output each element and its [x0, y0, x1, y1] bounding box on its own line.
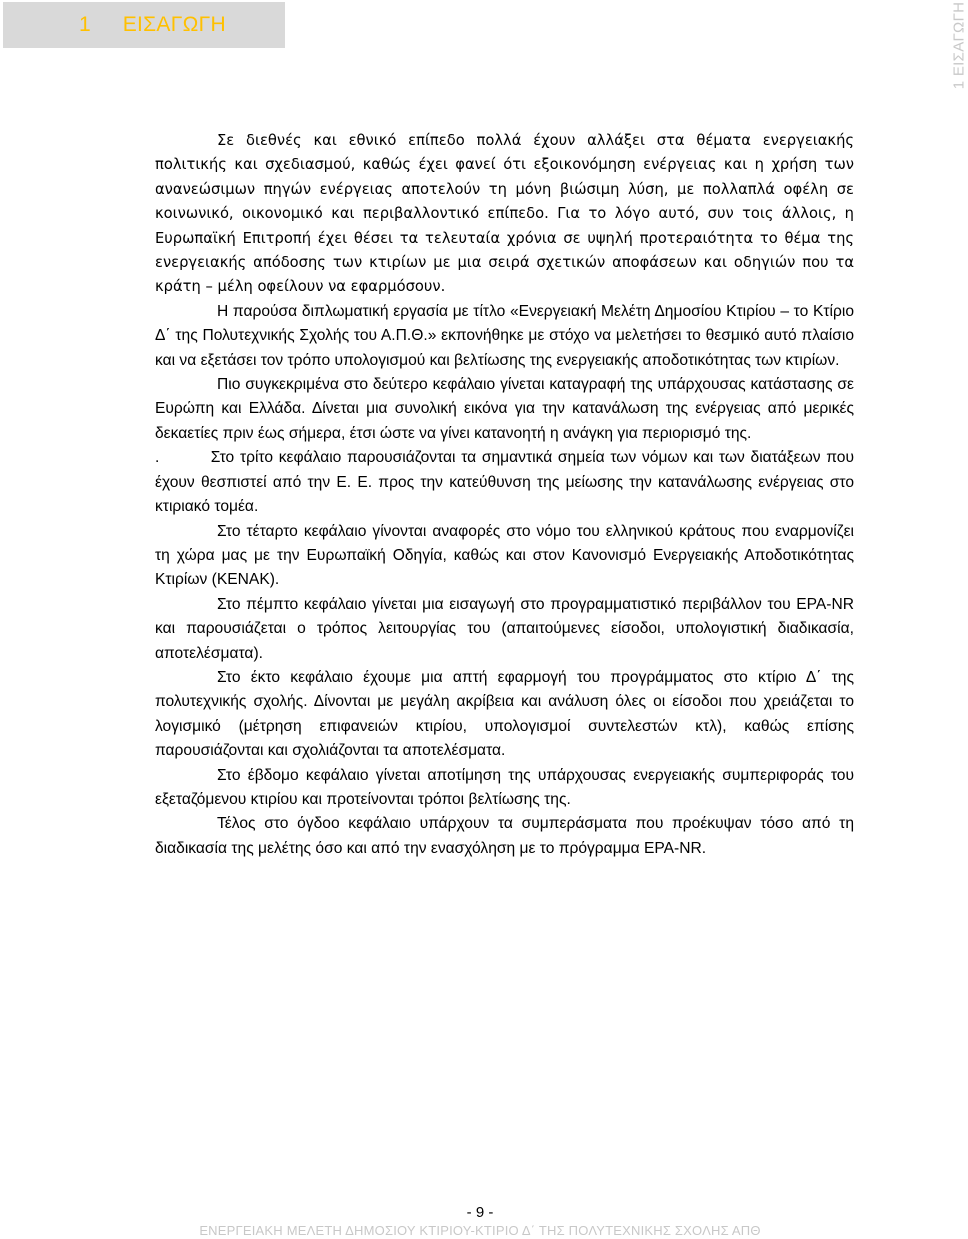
paragraph-5: . Στο τρίτο κεφάλαιο παρουσιάζονται τα σημαντικά σημεία των νόμων και των διατάξεων που έχουν θεσπιστεί από την Ε. Ε. προς την κατεύθυνση της μείωσης την κατανάλωσης ενέργειας στο κτιριακό τομέα. — [155, 449, 859, 516]
paragraph-2-lead: Για το λόγο αυτό, συν τοις άλλοις, η Ευρωπαϊκή Επιτροπή έχει θέσει τα τελευταία χρόνια σε υψηλή προτεραιότητα το θέμα της ενεργειακής απόδοσης των κτιρίων με μια σειρά σχετικών αποφάσεων και οδηγιών που τα κράτη – μέλη οφείλουν να εφαρμόσουν. — [155, 205, 854, 296]
document-body — [155, 129, 859, 861]
paragraph-1: Σε διεθνές και εθνικό επίπεδο πολλά έχουν αλλάξει στα θέματα ενεργειακής πολιτικής και σχεδιασμού, καθώς έχει φανεί ότι εξοικονόμηση ενέργειας και η χρήση των ανανεώσιμων πηγών ενέργειας αποτελούν τη μόνη βιώσιμη λύση, με πολλαπλά οφέλη σε κοινωνικό, οικονομικό και περιβαλλοντικό επίπεδο. Για το λόγο αυτό, συν τοις άλλοις, η Ευρωπαϊκή Επιτροπή έχει θέσει τα τελευταία χρόνια σε υψηλή προτεραιότητα το θέμα της ενεργειακής απόδοσης των κτιρίων με μια σειρά σχετικών αποφάσεων και οδηγιών που τα κράτη – μέλη οφείλουν να εφαρμόσουν. — [155, 132, 854, 296]
paragraph-4: Πιο συγκεκριμένα στο δεύτερο κεφάλαιο γίνεται καταγραφή της υπάρχουσας κατάστασης σε Ευρώπη και Ελλάδα. Δίνεται μια συνολική εικόνα για την κατανάλωση της ενέργειας από μερικές δεκαετίες πριν έως σήμερα, έτσι ώστε να γίνει κατανοητή η ανάγκη για περιορισμό της. — [155, 376, 854, 442]
paragraph-8: Στο έκτο κεφάλαιο έχουμε μια απτή εφαρμογή του προγράμματος στο κτίριο Δ΄ της πολυτεχνικής σχολής. Δίνονται με μεγάλη ακρίβεια και ανάλυση όλες οι είσοδοι που χρειάζεται το λογισμικό (μέτρηση επιφανειών κτιρίου, υπολογισμοί συντελεστών κτλ), καθώς επίσης παρουσιάζονται και σχολιάζονται τα αποτελέσματα. — [155, 668, 854, 760]
paragraph-6: Στο τέταρτο κεφάλαιο γίνονται αναφορές στο νόμο του ελληνικού κράτους που εναρμονίζει τη χώρα μας με την Ευρωπαϊκή Οδηγία, καθώς και στον Κανονισμό Ενεργειακής Αποδοτικότητας Κτιρίων (ΚΕΝΑΚ). — [155, 522, 854, 589]
page-number: - 9 - — [466, 1204, 494, 1221]
chapter-number: 1 — [79, 13, 91, 36]
paragraph-7: Στο πέμπτο κεφάλαιο γίνεται μια εισαγωγή στο προγραμματιστικό περιβάλλον του EPA-NR και παρουσιάζεται ο τρόπος λειτουργίας του (απαιτούμενες είσοδοι, υπολογιστική διαδικασία, αποτελέσματα). — [155, 595, 854, 662]
paragraph-3: Η παρούσα διπλωματική εργασία με τίτλο «Ενεργειακή Μελέτη Δημοσίου Κτιρίου – το Κτίριο Δ΄ της Πολυτεχνικής Σχολής του Α.Π.Θ.» εκπονήθηκε με στόχο να μελετήσει το θεσμικό αυτό πλαίσιο και να εξετάσει τον τρόπο υπολογισμού και βελτίωσης της ενεργειακής αποδοτικότητας των κτιρίων. — [155, 302, 854, 369]
chapter-heading — [3, 2, 285, 48]
page-footer: ΕΝΕΡΓΕΙΑΚΗ ΜΕΛΕΤΗ ΔΗΜΟΣΙΟΥ ΚΤΙΡΙΟΥ-ΚΤΙΡΙΟ Δ΄ ΤΗΣ ΠΟΛΥΤΕΧΝΙΚΗΣ ΣΧΟΛΗΣ ΑΠΘ — [199, 1223, 761, 1238]
paragraph-10: Τέλος στο όγδοο κεφάλαιο υπάρχουν τα συμπεράσματα που προέκυψαν τόσο από τη διαδικασία της μελέτης όσο και από την ενασχόληση με το πρόγραμμα EPA-NR. — [155, 815, 854, 857]
side-running-header: 1 ΕΙΣΑΓΩΓΗ — [950, 1, 968, 90]
paragraph-9: Στο έβδομο κεφάλαιο γίνεται αποτίμηση της υπάρχουσας ενεργειακής συμπεριφοράς του εξεταζόμενου κτιρίου και προτείνονται τρόποι βελτίωσης της. — [155, 766, 854, 808]
chapter-title: ΕΙΣΑΓΩΓΗ — [122, 13, 226, 36]
